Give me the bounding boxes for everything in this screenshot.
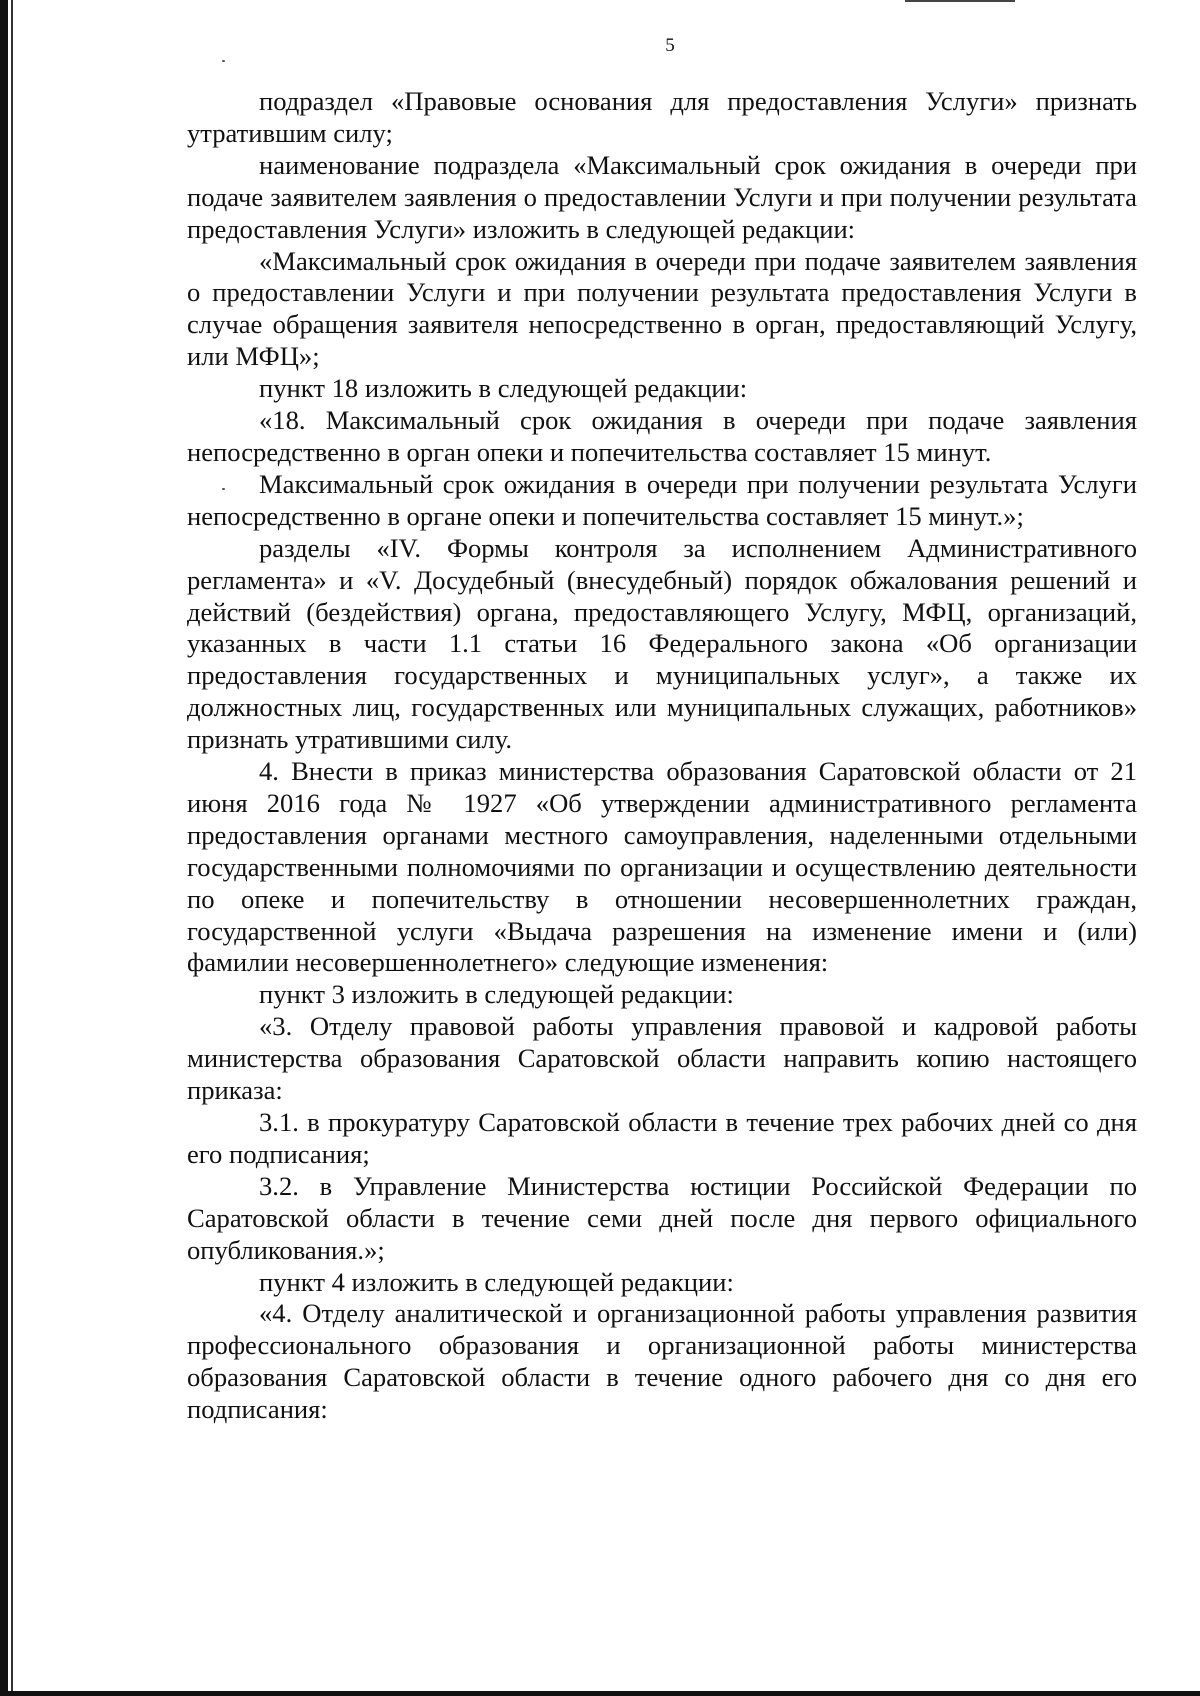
paragraph: 4. Внести в приказ министерства образования Саратовской области от 21 июня 2016 года № 1927 «Об утверждении административного регламента предоставления органами местного самоуправления, наделенными отдельными государственными полномочиями по организации и осуществлению деятельности по опеке и попечительству в отношении несовершеннолетних граждан, государственной услуги «Выдача разрешения на изменение имени и (или) фамилии несовершеннолетнего» следующие изменения: — [187, 756, 1137, 978]
page-number: 5 — [665, 35, 675, 56]
scan-border-left-inner — [11, 0, 13, 1696]
paragraph: подраздел «Правовые основания для предоставления Услуги» признать утратившим силу; — [187, 86, 1137, 148]
paragraph: «3. Отделу правовой работы управления правовой и кадровой работы министерства образования Саратовской области направить копию настоящего приказа: — [187, 1011, 1137, 1106]
paragraph: наименование подраздела «Максимальный срок ожидания в очереди при подаче заявителем заявления о предоставлении Услуги и при получении результата предоставления Услуги» изложить в следующей редакции: — [187, 149, 1137, 244]
document-body — [187, 86, 1137, 1426]
scan-mark-top — [905, 0, 1015, 2]
paragraph: разделы «IV. Формы контроля за исполнением Административного регламента» и «V. Досудебный (внесудебный) порядок обжалования решений и действий (бездействия) органа, предоставляющего Услугу, МФЦ, организаций, указанных в части 1.1 статьи 16 Федерального закона «Об организации предоставления государственных и муниципальных услуг», а также их должностных лиц, государственных или муниципальных служащих, работников» признать утратившими силу. — [187, 532, 1137, 755]
paragraph: «4. Отделу аналитической и организационной работы управления развития профессионального образования и организационной работы министерства образования Саратовской области в течение одного рабочего дня со дня его подписания: — [187, 1298, 1137, 1425]
paragraph: пункт 4 изложить в следующей редакции: — [259, 1266, 734, 1297]
scan-speck — [222, 60, 225, 62]
scan-border-bottom — [0, 1691, 1200, 1696]
scan-border-left — [0, 0, 8, 1696]
paragraph: пункт 18 изложить в следующей редакции: — [259, 373, 748, 404]
paragraph: «Максимальный срок ожидания в очереди при подаче заявителем заявления о предоставлении Услуги и при получении результата предоставления Услуги в случае обращения заявителя непосредственно в орган, предоставляющий Услугу, или МФЦ»; — [187, 245, 1137, 372]
paragraph: «18. Максимальный срок ожидания в очереди при подаче заявления непосредственно в орган опеки и попечительства составляет 15 минут. — [187, 405, 1137, 467]
paragraph: 3.2. в Управление Министерства юстиции Российской Федерации по Саратовской области в течение семи дней после дня первого официального опубликования.»; — [187, 1170, 1137, 1265]
paragraph: Максимальный срок ожидания в очереди при получении результата Услуги непосредственно в органе опеки и попечительства составляет 15 минут.»; — [187, 468, 1137, 531]
paragraph: пункт 3 изложить в следующей редакции: — [259, 979, 734, 1010]
paragraph: 3.1. в прокуратуру Саратовской области в течение трех рабочих дней со дня его подписания; — [187, 1107, 1137, 1169]
